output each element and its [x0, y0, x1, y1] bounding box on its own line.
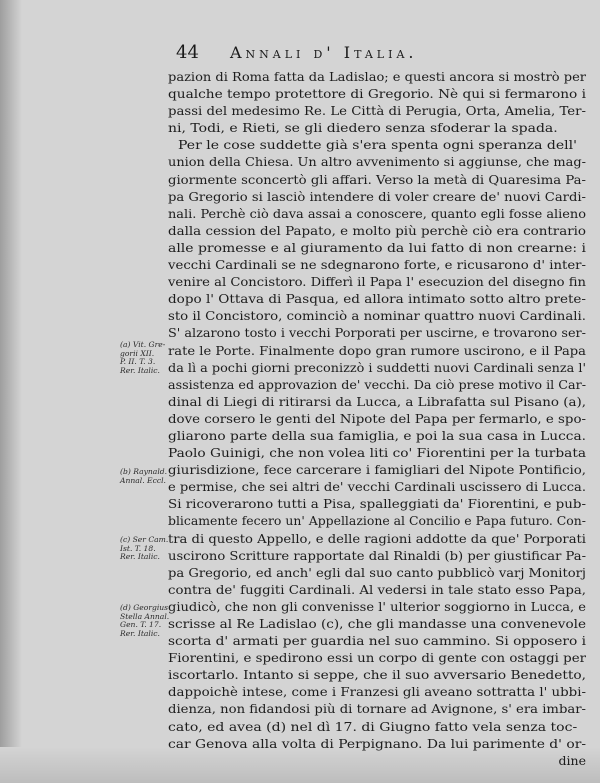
text-line: dove corsero le genti del Nipote del Papa per fermarlo, e spo-: [168, 410, 586, 426]
margin-note-line: Ist. T. 18.: [120, 543, 156, 553]
margin-note-line: Rer. Italic.: [120, 552, 160, 562]
text-line: ni, Todi, e Rieti, se gli diedero senza sfoderar la spada.: [168, 120, 558, 136]
text-line: Per le cose suddette già s'era spenta ogni speranza dell': [178, 137, 577, 153]
margin-note-b: [120, 468, 170, 485]
text-line: pazion di Roma fatta da Ladislao; e questi ancora si mostrò per: [168, 69, 586, 84]
margin-note-line: gorii XII.: [120, 348, 155, 358]
margin-note-line: (c) Ser Cam.: [120, 535, 169, 544]
text-line: rate le Porte. Finalmente dopo gran rumore uscirono, e il Papa: [168, 342, 586, 358]
page-number: 44: [176, 42, 199, 63]
text-line: venire al Concistoro. Differì il Papa l' esecuzion del disegno fin: [168, 274, 586, 290]
text-line: dalla cession del Papato, e molto più perchè ciò era contrario: [168, 222, 586, 238]
text-line: gliarono parte della sua famiglia, e poi la sua casa in Lucca.: [168, 427, 586, 443]
margin-note-line: (a) Vit. Gre-: [120, 340, 166, 349]
text-line: iscortarlo. Intanto si seppe, che il suo avversario Benedetto,: [168, 667, 586, 683]
text-line: scorta d' armati per guardia nel suo cammino. Si opposero i: [168, 633, 586, 649]
body-text: [168, 68, 586, 769]
margin-notes: [0, 0, 168, 783]
text-line: da lì a pochi giorni preconizzò i suddetti nuovi Cardinali senza l': [168, 359, 586, 375]
page-header: [176, 42, 536, 66]
text-line: Fiorentini, e spedirono essi un corpo di gente con ostaggi per: [168, 650, 586, 666]
running-title: Annali d' Italia.: [230, 43, 418, 62]
text-line: blicamente fecero un' Appellazione al Concilio e Papa futuro. Con-: [168, 513, 586, 529]
margin-note-line: Gen. T. 17.: [120, 620, 162, 630]
margin-note-line: Rer. Italic.: [120, 628, 160, 638]
text-line: giurisdizione, fece carcerare i famigliari del Nipote Pontificio,: [168, 462, 586, 478]
margin-note-line: Stella Annal.: [120, 611, 170, 621]
text-line: vecchi Cardinali se ne sdegnarono forte, e ricusarono d' inter-: [168, 257, 586, 273]
text-line: assistenza ed approvazion de' vecchi. Da ciò prese motivo il Car-: [168, 376, 586, 392]
text-line: alle promesse e al giuramento da lui fatto di non crearne: i: [168, 239, 586, 255]
text-line: car Genova alla volta di Perpignano. Da lui parimente d' or-: [168, 735, 586, 751]
margin-note-line: P. II. T. 3.: [120, 357, 156, 367]
text-line: dienza, non fidandosi più di tornare ad Avignone, s' era imbar-: [168, 701, 586, 717]
text-line: dappoichè intese, come i Franzesi gli aveano sottratta l' ubbi-: [168, 684, 586, 700]
margin-note-c: [120, 536, 170, 562]
text-line: giudicò, che non gli convenisse l' ulterior soggiorno in Lucca, e: [168, 598, 586, 614]
text-line: dopo l' Ottava di Pasqua, ed allora intimato sotto altro prete-: [168, 291, 586, 307]
text-line: scrisse al Re Ladislao (c), che gli mandasse una convenevole: [168, 616, 586, 631]
text-line: nali. Perchè ciò dava assai a conoscere, quanto egli fosse alieno: [168, 205, 586, 221]
text-line: contra de' fuggiti Cardinali. Al vedersi in tale stato esso Papa,: [168, 581, 586, 597]
text-line: sto il Concistoro, cominciò a nominar quattro nuovi Cardinali.: [168, 308, 586, 324]
text-line: cato, ed avea (d) nel dì 17. di Giugno fatto vela senza toc-: [168, 718, 578, 734]
text-line: Paolo Guinigi, che non volea liti co' Fiorentini per la turbata: [168, 445, 586, 461]
text-line: Si ricoverarono tutti a Pisa, spalleggiati da' Fiorentini, e pub-: [168, 496, 586, 512]
text-line: qualche tempo protettore di Gregorio. Nè qui si fermarono i: [168, 86, 586, 102]
text-line: e permise, che sei altri de' vecchi Cardinali uscissero di Lucca.: [168, 479, 586, 495]
text-line: uscirono Scritture rapportate dal Rinaldi (b) per giustificar Pa-: [168, 547, 586, 563]
margin-note-line: (b) Raynald.: [120, 467, 168, 476]
margin-note-line: Rer. Italic.: [120, 365, 160, 375]
margin-note-line: (d) Georgius: [120, 603, 169, 612]
text-line: pa Gregorio, ed anch' egli dal suo canto pubblicò varj Monitorj: [168, 564, 586, 580]
text-line: giormente sconcertò gli affari. Verso la metà di Quaresima Pa-: [168, 171, 586, 187]
text-line: passi del medesimo Re. Le Città di Perugia, Orta, Amelia, Ter-: [168, 103, 586, 119]
text-line: S' alzarono tosto i vecchi Porporati per uscirne, e trovarono ser-: [168, 325, 586, 341]
text-line: dinal di Liegi di ritirarsi da Lucca, a Librafatta sul Pisano (a),: [168, 393, 586, 409]
text-line: dine: [558, 752, 586, 768]
margin-note-d: [120, 604, 170, 638]
margin-note-a: [120, 341, 170, 375]
text-line: pa Gregorio si lasciò intendere di voler creare de' nuovi Cardi-: [168, 188, 586, 204]
margin-note-line: Annal. Eccl.: [120, 475, 166, 485]
text-line: tra di questo Appello, e delle ragioni addotte da que' Porporati: [168, 530, 586, 546]
text-line: union della Chiesa. Un altro avvenimento si aggiunse, che mag-: [168, 154, 586, 170]
